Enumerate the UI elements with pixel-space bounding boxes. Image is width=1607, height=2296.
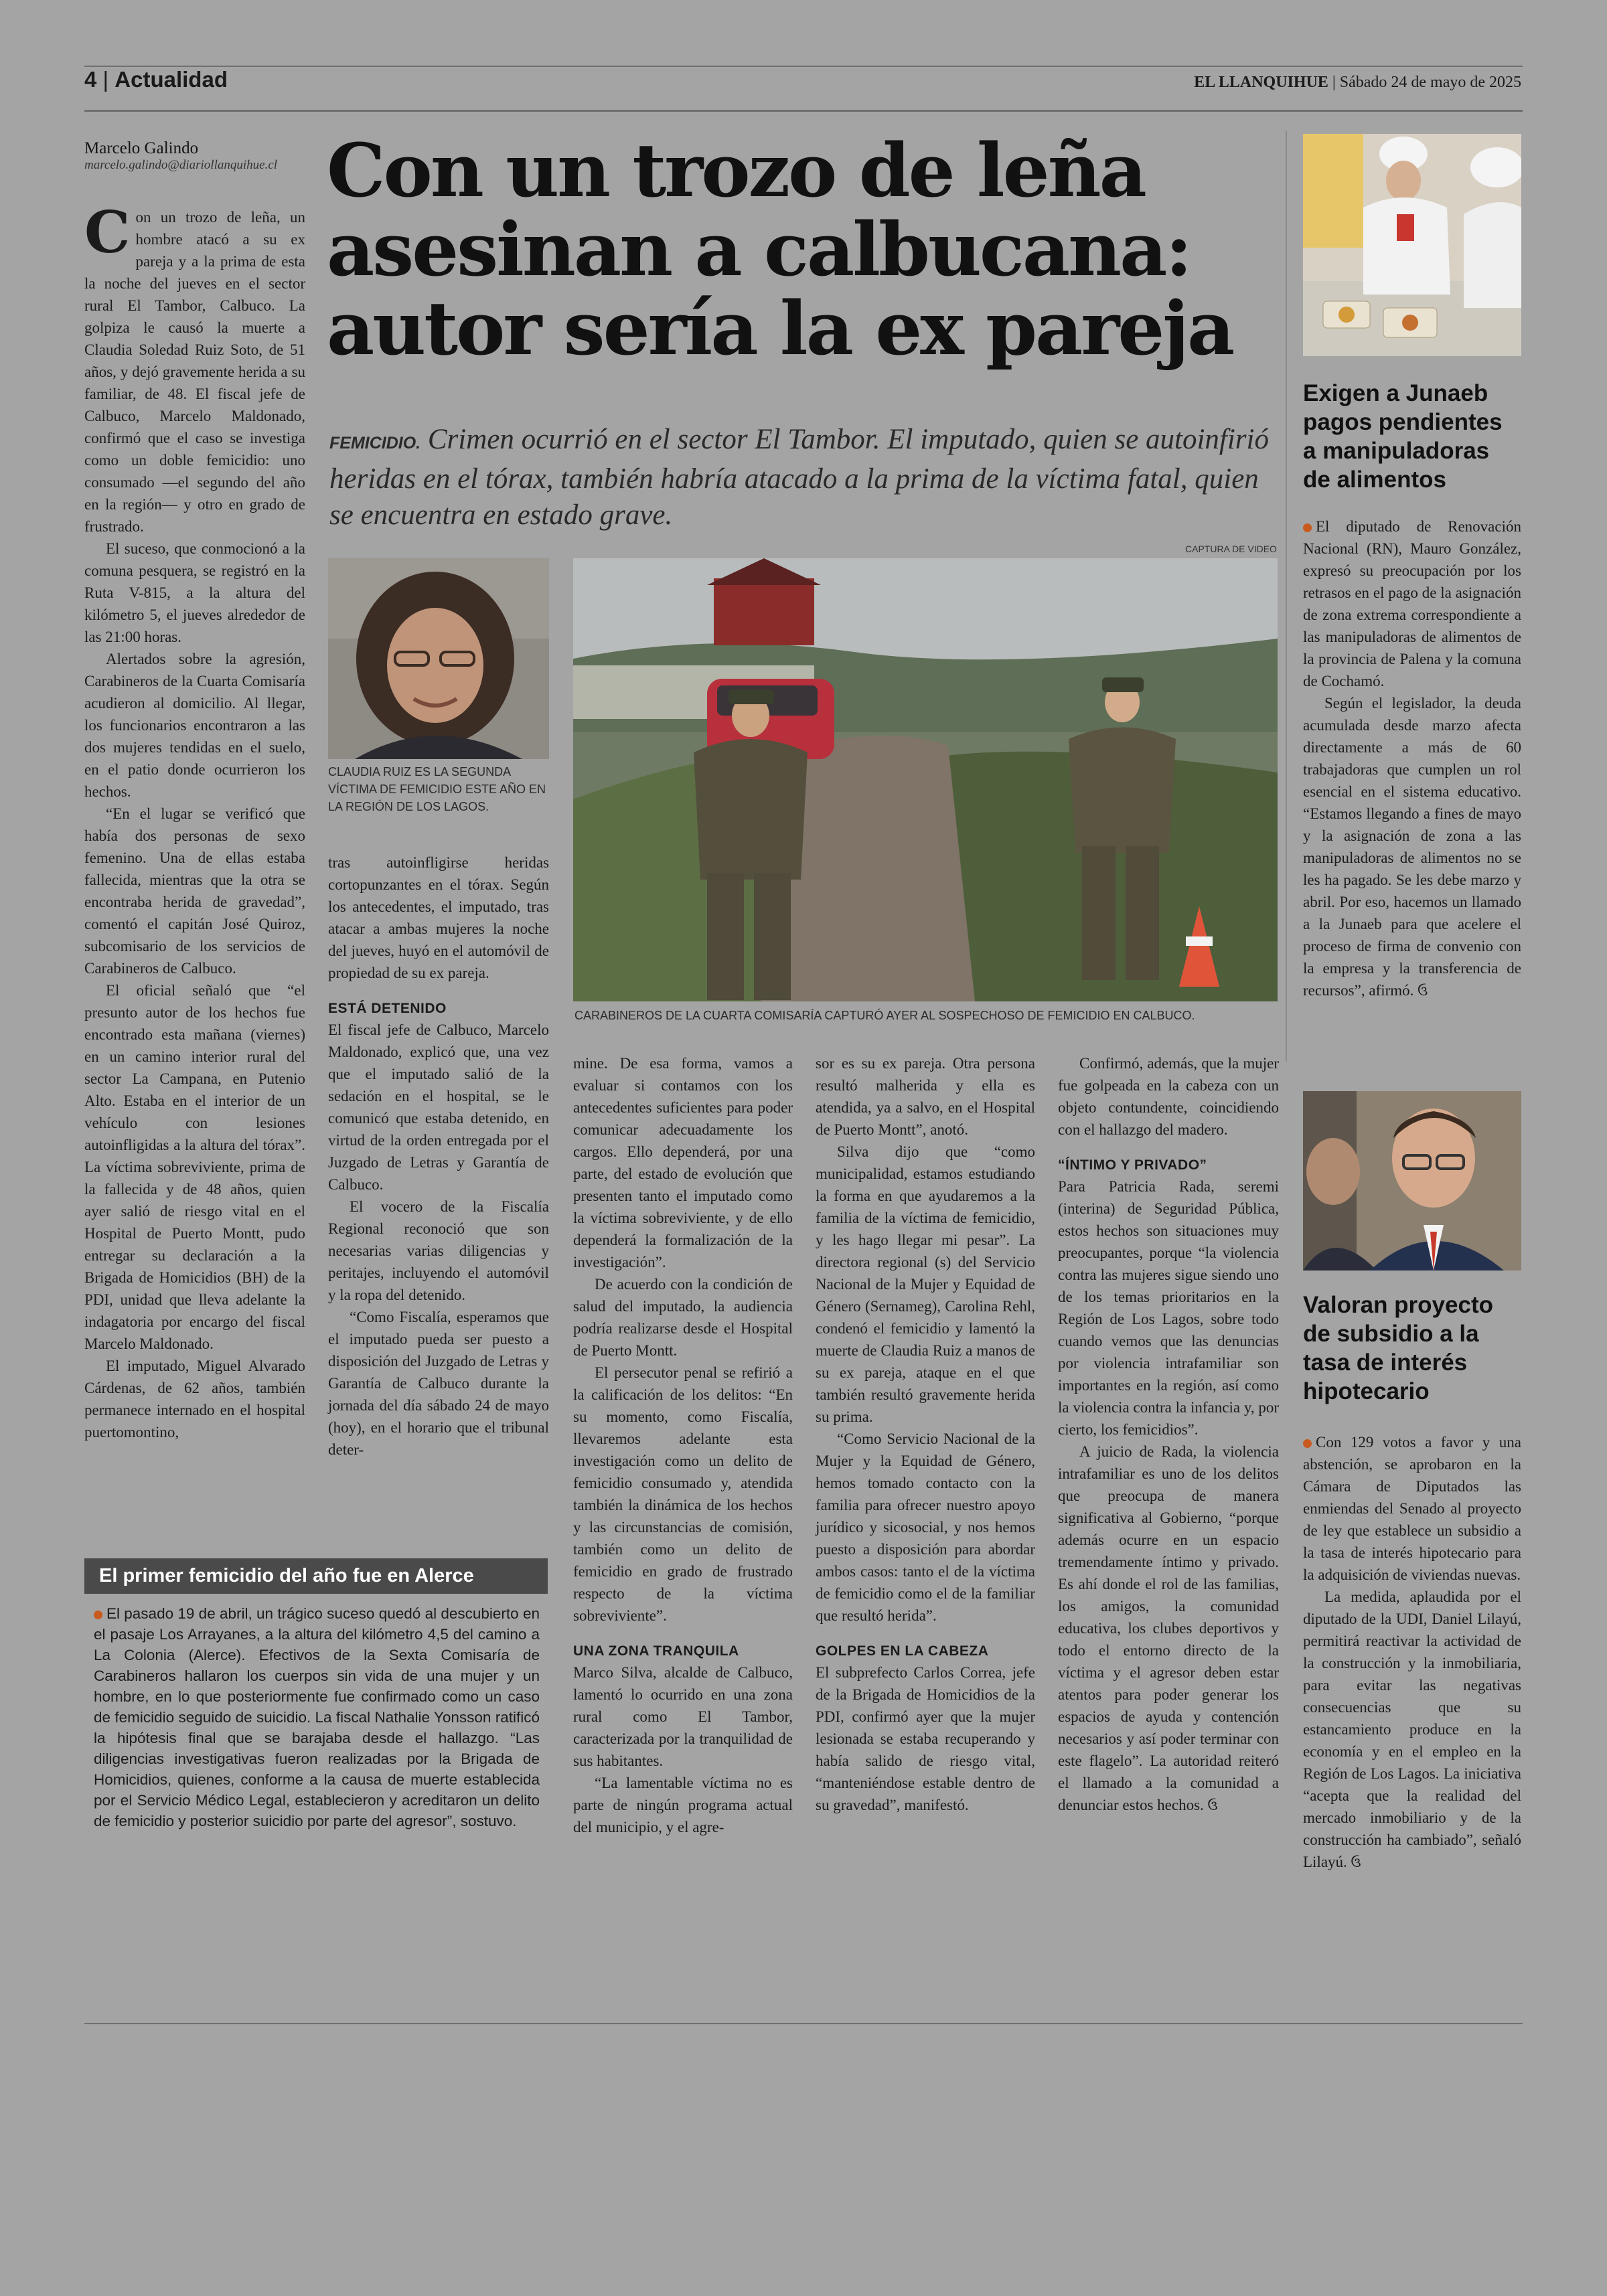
sidebar-headline-2: Valoran proyecto de subsidio a la tasa de interés hipotecario xyxy=(1303,1292,1493,1404)
portrait-image xyxy=(328,558,549,759)
headline-line-1: Con un trozo de leña xyxy=(327,127,1145,214)
drop-cap: C xyxy=(84,199,131,266)
headline-line-3: autor sería la ex pareja xyxy=(327,285,1233,372)
bullet-icon xyxy=(1303,1439,1312,1448)
related-box xyxy=(84,1558,548,1831)
paragraph: El imputado, Miguel Alvarado Cárdenas, de 62 años, también permanece internado en el hospital puertomontino, xyxy=(84,1358,305,1441)
portrait-caption: CLAUDIA RUIZ ES LA SEGUNDA VÍCTIMA DE FEMICIDIO ESTE AÑO EN LA REGIÓN DE LOS LAGOS. xyxy=(328,765,546,813)
paragraph: mine. De esa forma, vamos a evaluar si contamos con los antecedentes suficientes para poder comunicar adecuadamente los cargos. Ello dependerá, por una parte, del estado de evolución que presenten tanto el imputado como la víctima sobreviviente, y de ello dependerá la formalización de la investigación”. xyxy=(573,1055,793,1270)
paragraph: El persecutor penal se refirió a la calificación de los delitos: “En su momento, como Fiscalía, llevaremos adelante esta investigación como un delito de femicidio consumado y, atendida también la dinámica de los hechos y las circunstancias de comisión, también como un delito de femicidio en grado de frustrado respecto de la víctima sobreviviente”. xyxy=(573,1364,793,1624)
paragraph: La medida, aplaudida por el diputado de la UDI, Daniel Lilayú, permitirá reactivar la actividad de la construcción y la inmobiliaria, para evitar las negativas consecuencias que su estancamiento produce en la economía y en el empleo en la Región de Los Lagos. La iniciativa “acepta que la realidad del mercado inmobiliario y de la construcción ha cambiado”, señaló Lilayú. ઉ xyxy=(1303,1588,1521,1870)
paragraph: Según el legislador, la deuda acumulada desde marzo afecta directamente a más de 60 trabajadoras que cumplen un rol esencial en el sistema educativo. “Estamos llegando a fines de mayo y la asignación de zona a las manipuladoras de alimentos no se les ha pagado. Se les debe marzo y abril. Por eso, hacemos un llamado a la Junaeb para que acelere el proceso de firma de convenio con la empresa y la transferencia de recursos”, afirmó. ઉ xyxy=(1303,695,1521,999)
paragraph: El diputado de Renovación Nacional (RN), Mauro González, expresó su preocupación por los retrasos en el pago de la asignación de zona extrema correspondiente a las manipuladoras de alimentos de la provincia de Palena y la comuna de Cochamó. xyxy=(1303,518,1521,689)
main-headline xyxy=(327,127,1278,372)
paragraph: Silva dijo que “como municipalidad, estamos estudiando la forma en que ayudaremos a la familia de la víctima de femicidio, y les hago llegar mi pesar”. La directora regional (s) del Servicio Nacional de la Mujer y Equidad de Género (Sernameg), Carolina Rehl, condenó el femicidio y lamentó la muerte de Claudia Ruiz a manos de su ex pareja, ataque en el que también resultó gravemente herida su prima. xyxy=(816,1143,1035,1425)
sidebar-headline-1: Exigen a Junaeb pagos pendientes a manipuladoras de alimentos xyxy=(1303,380,1503,493)
paragraph: “La lamentable víctima no es parte de ningún programa actual del municipio, y el agre- xyxy=(573,1775,793,1835)
paragraph: El oficial señaló que “el presunto autor de los hechos fue encontrado esta mañana (viernes) en un camino interior rural del sector La Campana, en Putenio Alto. Estaba en el interior de un vehículo con lesiones autoinfligidas a la altura del tórax”. La víctima sobreviviente, prima de la fallecida y de 48 años, quien ayer salió de riesgo vital en el Hospital de Puerto Montt, pudo entregar su declaración a la Brigada de Homicidios (BH) de la PDI, unidad que lleva adelante la indagatoria por encargo del fiscal Marcelo Maldonado. xyxy=(84,982,305,1352)
paragraph: “En el lugar se verificó que había dos personas de sexo femenino. Una de ellas estaba fallecida, mientras que la otra se encontraba herida de gravedad”, comentó el capitán José Quiroz, subcomisario de los servicios de Carabineros de Calbuco. xyxy=(84,805,305,977)
deputy-portrait xyxy=(1303,1091,1521,1270)
newspaper-name: EL LLANQUIHUE xyxy=(1194,74,1328,91)
deck-text: Crimen ocurrió en el sector El Tambor. El imputado, quien se autoinfirió heridas en el tórax, también habría atacado a la prima de la víctima fatal, quien se encuentra en estado grave. xyxy=(329,424,1269,531)
bullet-icon xyxy=(94,1611,102,1619)
masthead-date: EL LLANQUIHUE | Sábado 24 de mayo de 2025 xyxy=(1194,74,1521,91)
paragraph: Para Patricia Rada, seremi (interina) de Seguridad Pública, estos hechos son situaciones muy preocupantes, porque “la violencia contra las mujeres sigue siendo uno de los temas prioritarios en la Región de Los Lagos, sobre todo cuando vemos que las denuncias por violencia intrafamiliar son importantes en la región, así como la violencia contra la infancia y, por cierto, los femicidios”. xyxy=(1058,1178,1279,1438)
box-title: El primer femicidio del año fue en Alerce xyxy=(84,1558,548,1594)
end-mark-icon: ઉ xyxy=(1418,983,1428,999)
headline-line-2: asesinan a calbucana: xyxy=(327,206,1191,293)
kicker: FEMICIDIO. xyxy=(329,434,421,453)
page-number: 4 xyxy=(84,67,97,92)
author-email: marcelo.galindo@diariollanquihue.cl xyxy=(84,158,278,172)
paragraph: El subprefecto Carlos Correa, jefe de la Brigada de Homicidios de la PDI, confirmó ayer que la mujer lesionada se estaba recuperando y había salido de riesgo vital, “manteniéndose estable dentro de su gravedad”, manifestó. xyxy=(816,1664,1035,1813)
footer-rule xyxy=(84,2023,1523,2024)
junaeb-photo xyxy=(1303,134,1521,356)
paragraph: Con 129 votos a favor y una abstención, se aprobaron en la Cámara de Diputados las enmiendas del Senado al proyecto de ley que establece un subsidio a la tasa de interés hipotecario para la adquisición de viviendas nuevas. xyxy=(1303,1434,1521,1583)
byline xyxy=(84,139,305,173)
paragraph: El suceso, que conmocionó a la comuna pesquera, se registró en la Ruta V-815, a la altura del kilómetro 5, el jueves alrededor de las 21:00 horas. xyxy=(84,540,305,645)
sidebar-story-2 xyxy=(1303,1431,1521,1874)
box-body: El pasado 19 de abril, un trágico suceso quedó al descubierto en el pasaje Los Arrayanes, a la altura del kilómetro 4,5 del camino a La Colonia (Alerce). Efectivos de la Sexta Comisaría de Carabineros hallaron los cuerpos sin vida de una mujer y un hombre, en lo que posteriormente fue confirmado como un caso de femicidio seguido de suicidio. La fiscal Nathalie Yonsson ratificó la hipótesis final que se barajaba desde el hallazgo. “Las diligencias investigativas fueron realizadas por la Brigada de Homicidios, quienes, conforme a la causa de muerte establecida por el Servicio Médico Legal, establecieron y acreditaron un delito de femicidio y posterior suicidio por parte del agresor”, sostuvo. xyxy=(94,1605,540,1829)
author-name: Marcelo Galindo xyxy=(84,139,199,157)
article-column-1 xyxy=(84,199,305,1443)
subhead-zona-tranquila: UNA ZONA TRANQUILA xyxy=(573,1643,739,1659)
sidebar-divider xyxy=(1286,131,1287,1062)
subhead-golpes: GOLPES EN LA CABEZA xyxy=(816,1643,989,1659)
paragraph: Marco Silva, alcalde de Calbuco, lamentó lo ocurrido en una zona rural como El Tambor, caracterizada por la tranquilidad de sus habitantes. xyxy=(573,1664,793,1769)
issue-date: Sábado 24 de mayo de 2025 xyxy=(1339,74,1521,91)
section-name: Actualidad xyxy=(114,67,228,92)
victim-portrait xyxy=(328,558,549,759)
paragraph: A juicio de Rada, la violencia intrafamiliar es uno de los delitos que preocupa de manera significativa al Gobierno, “porque además ocurre en un espacio tremendamente íntimo y privado. Es ahí donde el rol de las familias, los amigos, la comunidad educativa, los clubes deportivos y todo el entorno directo de la víctima y el agresor deben estar atentos para poder generar los espacios de ayuda y contención necesarios y así poder terminar con este flagelo”. La autoridad reiteró el llamado a la comunidad a denunciar estos hechos. ઉ xyxy=(1058,1443,1279,1813)
scene-image xyxy=(573,558,1278,1001)
bullet-icon xyxy=(1303,523,1312,532)
paragraph: sor es su ex pareja. Otra persona resultó malherida y ella es atendida, ya a salvo, en el Hospital de Puerto Montt”, anotó. xyxy=(816,1055,1035,1138)
paragraph: El fiscal jefe de Calbuco, Marcelo Maldonado, explicó que, una vez que el imputado salió de la sedación en el hospital, se le comunicó que estaba detenido, en virtud de la orden entregada por el Juzgado de Letras y Garantía de Calbuco. xyxy=(328,1021,549,1193)
page-folio: 4 | Actualidad xyxy=(84,67,228,92)
paragraph: “Como Fiscalía, esperamos que el imputado pueda ser puesto a disposición del Juzgado de Letras y Garantía de Calbuco durante la jornada del día sábado 24 de mayo (hoy), en el horario que el tribunal deter- xyxy=(328,1309,549,1458)
paragraph: El vocero de la Fiscalía Regional reconoció que son necesarias varias diligencias y peritajes, incluyendo el automóvil y la ropa del detenido. xyxy=(328,1198,549,1303)
paragraph: Confirmó, además, que la mujer fue golpeada en la cabeza con un objeto contundente, coincidiendo con el hallazgo del madero. xyxy=(1058,1055,1279,1138)
photo-credit: CAPTURA DE VIDEO xyxy=(1185,544,1277,554)
end-mark-icon: ઉ xyxy=(1207,1797,1218,1813)
scene-photo xyxy=(573,558,1278,1001)
paragraph: tras autoinfligirse heridas cortopunzantes en el tórax. Según los antecedentes, el imputado, tras atacar a ambas mujeres la noche del jueves, huyó en el automóvil de propiedad de su ex pareja. xyxy=(328,854,549,981)
photo-caption: CARABINEROS DE LA CUARTA COMISARÍA CAPTURÓ AYER AL SOSPECHOSO DE FEMICIDIO EN CALBUCO. xyxy=(575,1009,1195,1022)
lead-paragraph: Con un trozo de leña, un hombre atacó a su ex pareja y a la prima de esta la noche del jueves en el sector rural El Tambor, Calbuco. La golpiza le causó la muerte a Claudia Soledad Ruiz Soto, de 51 años, y dejó gravemente herida a su familiar, de 48. El fiscal jefe de Calbuco, Marcelo Maldonado, confirmó que el caso se investiga como un doble femicidio: uno consumado —el segundo del año en la región— y otro en grado de frustrado. xyxy=(84,199,305,535)
deck xyxy=(329,422,1280,534)
article-column-4 xyxy=(816,1052,1035,1816)
header-bottom-rule xyxy=(84,110,1523,112)
subhead-esta-detenido: ESTÁ DETENIDO xyxy=(328,1001,447,1016)
header-top-rule xyxy=(84,66,1523,67)
article-column-3 xyxy=(573,1052,793,1838)
sidebar-story-1 xyxy=(1303,515,1521,1002)
subhead-intimo: “ÍNTIMO Y PRIVADO” xyxy=(1058,1157,1207,1173)
article-column-2 xyxy=(328,851,549,1461)
article-column-5 xyxy=(1058,1052,1279,1817)
paragraph: Alertados sobre la agresión, Carabineros de la Cuarta Comisaría acudieron al domicilio. Al llegar, los funcionarios encontraron a las dos mujeres tendidas en el suelo, en el patio donde ocurrieron los hechos. xyxy=(84,651,305,800)
kitchen-image xyxy=(1303,134,1521,356)
end-mark-icon: ઉ xyxy=(1351,1854,1361,1870)
lilayu-photo xyxy=(1303,1091,1521,1270)
paragraph: De acuerdo con la condición de salud del imputado, la audiencia podría realizarse desde el Hospital de Puerto Montt. xyxy=(573,1276,793,1359)
paragraph: “Como Servicio Nacional de la Mujer y la Equidad de Género, hemos tomado contacto con la familia para ofrecer nuestro apoyo jurídico y sicosocial, y nos hemos puesto a disposición para abordar ambos casos: tanto el de la víctima de femicidio como el de la familiar que resultó herida”. xyxy=(816,1430,1035,1624)
